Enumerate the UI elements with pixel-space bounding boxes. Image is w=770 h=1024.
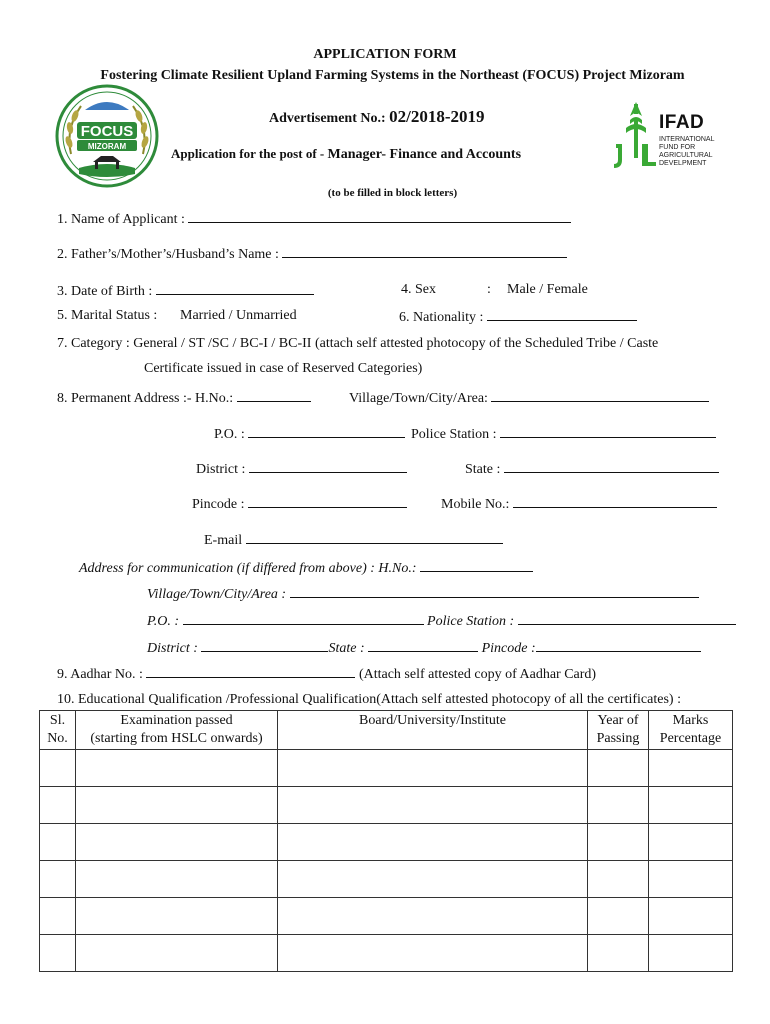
year-cell[interactable]	[588, 898, 649, 935]
sl-no-header: Sl. No.	[40, 711, 76, 750]
year-cell[interactable]	[588, 787, 649, 824]
police-station-field[interactable]	[500, 425, 716, 438]
examination-cell[interactable]	[76, 787, 278, 824]
police-station-label: Police Station :	[411, 427, 497, 442]
marks-cell[interactable]	[649, 898, 733, 935]
village-row	[349, 389, 709, 407]
advertisement-label: Advertisement No.:	[269, 111, 386, 126]
comm-po-row	[147, 612, 736, 630]
dob-field[interactable]	[156, 282, 314, 295]
comm-police-label: Police Station :	[427, 614, 515, 629]
table-row	[40, 935, 733, 972]
applicant-name-label: 1. Name of Applicant :	[57, 212, 185, 227]
post-label: Application for the post of -	[171, 146, 325, 161]
form-title: APPLICATION FORM	[313, 47, 457, 62]
comm-district-row	[147, 639, 701, 657]
sl-no-cell[interactable]	[40, 787, 76, 824]
comm-district-field[interactable]	[201, 639, 328, 652]
district-label: District :	[196, 462, 246, 477]
district-row	[196, 460, 407, 478]
year-header: Year of Passing	[588, 711, 649, 750]
board-cell[interactable]	[278, 787, 588, 824]
project-title: Fostering Climate Resilient Upland Farming Systems in the Northeast (FOCUS) Project Mizoram	[100, 68, 685, 83]
board-header: Board/University/Institute	[278, 711, 588, 750]
category-line-2: Certificate issued in case of Reserved Categories)	[144, 361, 423, 376]
state-label: State :	[465, 462, 501, 477]
sl-no-cell[interactable]	[40, 750, 76, 787]
marks-cell[interactable]	[649, 750, 733, 787]
sl-no-cell[interactable]	[40, 935, 76, 972]
marital-status-label: 5. Marital Status :	[57, 308, 158, 323]
nationality-field[interactable]	[487, 308, 637, 321]
permanent-address-label: 8. Permanent Address :- H.No.:	[57, 391, 234, 406]
applicant-name-row	[57, 210, 571, 228]
permanent-address-row	[57, 389, 311, 407]
comm-village-field[interactable]	[290, 585, 699, 598]
ifad-subtitle: INTERNATIONAL FUND FOR AGRICULTURAL DEVELPMENT	[659, 136, 715, 167]
permanent-house-no-field[interactable]	[237, 389, 311, 402]
aadhar-note: (Attach self attested copy of Aadhar Card)	[358, 667, 597, 682]
year-cell[interactable]	[588, 861, 649, 898]
education-table-body	[40, 750, 733, 972]
focus-logo-text: FOCUS	[80, 123, 134, 140]
comm-police-field[interactable]	[518, 612, 736, 625]
pincode-field[interactable]	[248, 495, 407, 508]
board-cell[interactable]	[278, 750, 588, 787]
block-letters-instruction: (to be filled in block letters)	[327, 187, 458, 199]
category-line-1: 7. Category : General / ST /SC / BC-I / BC-II (attach self attested photocopy of the Scheduled Tribe / Caste	[57, 336, 659, 351]
marks-header: Marks Percentage	[649, 711, 733, 750]
comm-address-label: Address for communication (if differed from above) : H.No.:	[79, 561, 417, 576]
dob-label: 3. Date of Birth :	[57, 284, 153, 299]
comm-pincode-label: Pincode :	[481, 641, 536, 656]
focus-mizoram-logo	[55, 84, 159, 188]
table-row	[40, 824, 733, 861]
examination-cell[interactable]	[76, 750, 278, 787]
state-field[interactable]	[504, 460, 719, 473]
po-row	[214, 425, 405, 443]
comm-address-row	[79, 559, 533, 577]
education-table	[39, 710, 733, 972]
table-row	[40, 787, 733, 824]
table-row	[40, 898, 733, 935]
parent-name-label: 2. Father’s/Mother’s/Husband’s Name :	[57, 247, 279, 262]
education-table-header	[40, 711, 733, 750]
email-label: E-mail	[204, 533, 243, 548]
board-cell[interactable]	[278, 861, 588, 898]
marital-status-options[interactable]: Married / Unmarried	[180, 308, 297, 323]
aadhar-label: 9. Aadhar No. :	[57, 667, 143, 682]
dob-row	[57, 282, 314, 300]
mobile-field[interactable]	[513, 495, 717, 508]
year-cell[interactable]	[588, 750, 649, 787]
table-row	[40, 750, 733, 787]
nationality-label: 6. Nationality :	[399, 310, 484, 325]
sex-colon: :	[487, 282, 491, 297]
po-field[interactable]	[248, 425, 405, 438]
mizoram-logo-text: MIZORAM	[87, 142, 127, 151]
comm-village-row	[147, 585, 699, 603]
aadhar-row	[57, 665, 596, 683]
ifad-name: IFAD	[659, 112, 705, 133]
sex-label: 4. Sex	[401, 282, 436, 297]
comm-house-no-field[interactable]	[420, 559, 533, 572]
comm-district-label: District :	[147, 641, 198, 656]
comm-po-label: P.O. :	[147, 614, 180, 629]
mobile-row	[441, 495, 717, 513]
board-cell[interactable]	[278, 824, 588, 861]
applicant-name-field[interactable]	[188, 210, 571, 223]
village-label: Village/Town/City/Area:	[349, 391, 488, 406]
sl-no-cell[interactable]	[40, 861, 76, 898]
sl-no-cell[interactable]	[40, 898, 76, 935]
year-cell[interactable]	[588, 935, 649, 972]
board-cell[interactable]	[278, 898, 588, 935]
post-name: Manager- Finance and Accounts	[327, 147, 522, 162]
ifad-text-block	[659, 112, 719, 168]
aadhar-field[interactable]	[146, 665, 355, 678]
comm-state-label: State :	[328, 641, 365, 656]
sl-no-cell[interactable]	[40, 824, 76, 861]
sex-options[interactable]: Male / Female	[507, 282, 588, 297]
email-row	[204, 531, 503, 549]
marks-cell[interactable]	[649, 787, 733, 824]
board-cell[interactable]	[278, 935, 588, 972]
parent-name-field[interactable]	[282, 245, 567, 258]
year-cell[interactable]	[588, 824, 649, 861]
comm-state-field[interactable]	[368, 639, 478, 652]
district-field[interactable]	[249, 460, 407, 473]
post-row	[171, 146, 521, 163]
comm-po-field[interactable]	[183, 612, 424, 625]
marks-cell[interactable]	[649, 861, 733, 898]
po-label: P.O. :	[214, 427, 245, 442]
examination-cell[interactable]	[76, 898, 278, 935]
marks-cell[interactable]	[649, 824, 733, 861]
marks-cell[interactable]	[649, 935, 733, 972]
nationality-row	[399, 308, 637, 326]
mobile-label: Mobile No.:	[441, 497, 510, 512]
parent-name-row	[57, 245, 567, 263]
table-row	[40, 861, 733, 898]
police-station-row	[411, 425, 716, 443]
examination-cell[interactable]	[76, 935, 278, 972]
state-row	[465, 460, 719, 478]
examination-cell[interactable]	[76, 861, 278, 898]
email-field[interactable]	[246, 531, 503, 544]
pincode-label: Pincode :	[192, 497, 245, 512]
pincode-row	[192, 495, 407, 513]
comm-village-label: Village/Town/City/Area :	[147, 587, 287, 602]
examination-header: Examination passed (starting from HSLC onwards)	[76, 711, 278, 750]
education-heading: 10. Educational Qualification /Professional Qualification(Attach self attested photocopy of all the certificates) :	[57, 692, 681, 707]
comm-pincode-field[interactable]	[536, 639, 701, 652]
advertisement-row	[269, 107, 485, 127]
village-field[interactable]	[491, 389, 709, 402]
advertisement-number: 02/2018-2019	[389, 107, 485, 126]
examination-cell[interactable]	[76, 824, 278, 861]
